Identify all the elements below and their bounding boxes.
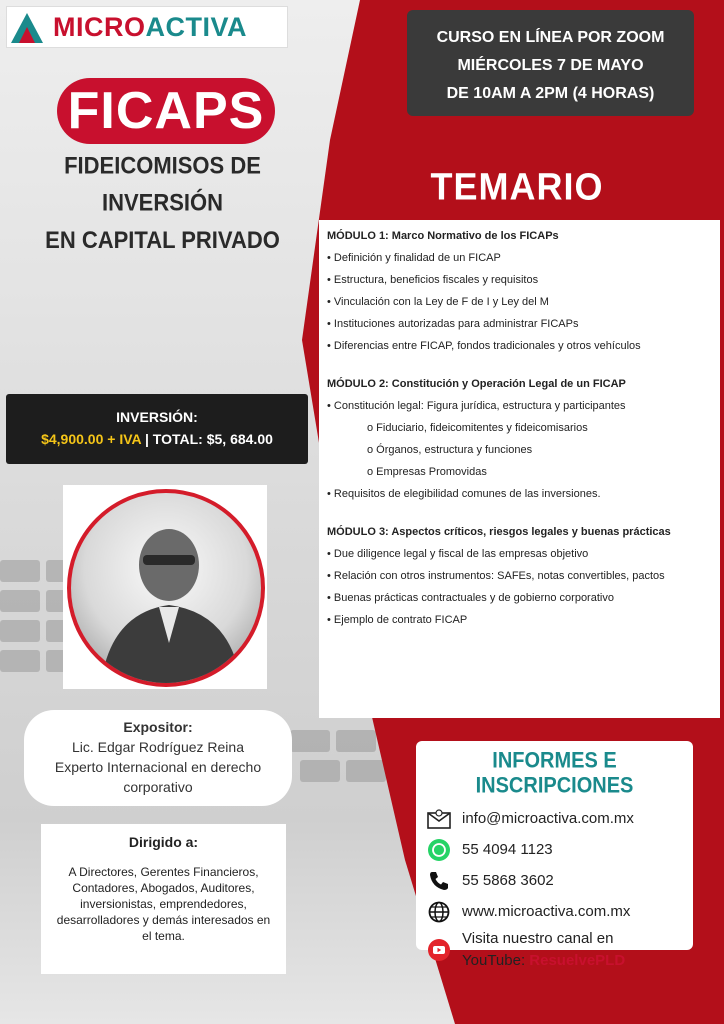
logo-text-part2: ACTIVA [145,11,247,42]
module-3-title: MÓDULO 3: Aspectos críticos, riesgos legales y buenas prácticas [327,526,671,538]
microactiva-logo [6,6,288,48]
phone-icon [426,868,452,894]
temario-panel [319,220,720,718]
list-item: • Instituciones autorizadas para administrar FICAPs [327,318,579,330]
course-mode: CURSO EN LÍNEA POR ZOOM [436,29,665,46]
contact-phone-row[interactable] [426,865,693,896]
list-item: • Vinculación con la Ley de F de I y Ley del M [327,296,549,308]
audience-text: A Directores, Gerentes Financieros, Contadores, Abogados, Auditores, inversionistas, emprendedores, desarrolladores y demás interesados en el tema. [56,865,271,943]
youtube-prefix: YouTube: [462,952,530,969]
list-item: • Estructura, beneficios fiscales y requisitos [327,274,539,286]
investment-total: | TOTAL: $5, 684.00 [141,431,273,447]
speaker-photo [67,489,265,687]
expositor-heading: Expositor: [123,719,193,735]
module-2-title: MÓDULO 2: Constitución y Operación Legal de un FICAP [327,378,626,390]
contact-whatsapp-row[interactable] [426,834,693,865]
list-item: • Due diligence legal y fiscal de las empresas objetivo [327,548,589,560]
email-icon [426,806,452,832]
whatsapp-icon [426,837,452,863]
logo-wordmark [53,12,247,43]
list-subitem: o Fiduciario, fideicomitentes y fideicomisarios [367,422,588,434]
list-subitem: o Órganos, estructura y funciones [367,444,533,456]
expositor-name: Lic. Edgar Rodríguez Reina [72,739,244,755]
globe-icon [426,899,452,925]
course-info-box [407,10,694,116]
logo-text-part1: MICRO [53,11,146,42]
investment-label: INVERSIÓN: [116,409,198,425]
temario-title: TEMARIO [430,164,604,208]
contact-phone[interactable]: 55 5868 3602 [462,872,554,889]
list-item: • Definición y finalidad de un FICAP [327,252,501,264]
list-item: • Relación con otros instrumentos: SAFEs, notas convertibles, pactos [327,570,665,582]
contact-website-row[interactable] [426,896,693,927]
page-subtitle [10,147,315,259]
contact-email-row[interactable] [426,803,693,834]
youtube-channel-link[interactable]: ResuelvePLD [529,952,626,969]
youtube-icon [426,937,452,963]
list-item: • Constitución legal: Figura jurídica, estructura y participantes [327,400,626,412]
list-item: • Diferencias entre FICAP, fondos tradicionales y otros vehículos [327,340,641,352]
list-item: • Buenas prácticas contractuales y de gobierno corporativo [327,592,614,604]
investment-box [6,394,308,464]
contact-youtube-row[interactable] [426,927,693,973]
speaker-silhouette-icon [71,493,261,683]
list-subitem: o Empresas Promovidas [367,466,487,478]
investment-price: $4,900.00 + IVA [41,431,142,447]
contact-email[interactable]: info@microactiva.com.mx [462,810,634,827]
list-item: • Ejemplo de contrato FICAP [327,614,468,626]
contact-heading: INFORMES E INSCRIPCIONES [475,748,634,799]
audience-heading: Dirigido a: [128,834,199,850]
expositor-role-2: corporativo [123,779,193,795]
triangle-logo-icon [7,7,47,47]
contact-whatsapp[interactable]: 55 4094 1123 [462,841,553,858]
contact-website[interactable]: www.microactiva.com.mx [462,903,631,920]
speaker-photo-frame [63,485,267,689]
expositor-role-1: Experto Internacional en derecho [54,759,262,775]
subtitle-line-1: FIDEICOMISOS DE INVERSIÓN [64,151,261,217]
contact-card [416,741,693,969]
audience-card [41,824,286,974]
investment-price-line [6,428,308,450]
youtube-line-1: Visita nuestro canal en [462,930,614,947]
page-title: FICAPS [57,78,275,144]
module-1-title: MÓDULO 1: Marco Normativo de los FICAPs [327,230,559,242]
course-time: DE 10AM A 2PM (4 HORAS) [446,85,655,102]
course-date: MIÉRCOLES 7 DE MAYO [457,57,644,74]
expositor-card [24,710,292,806]
list-item: • Requisitos de elegibilidad comunes de las inversiones. [327,488,601,500]
subtitle-line-2: EN CAPITAL PRIVADO [45,226,280,254]
contact-youtube[interactable] [462,928,625,972]
